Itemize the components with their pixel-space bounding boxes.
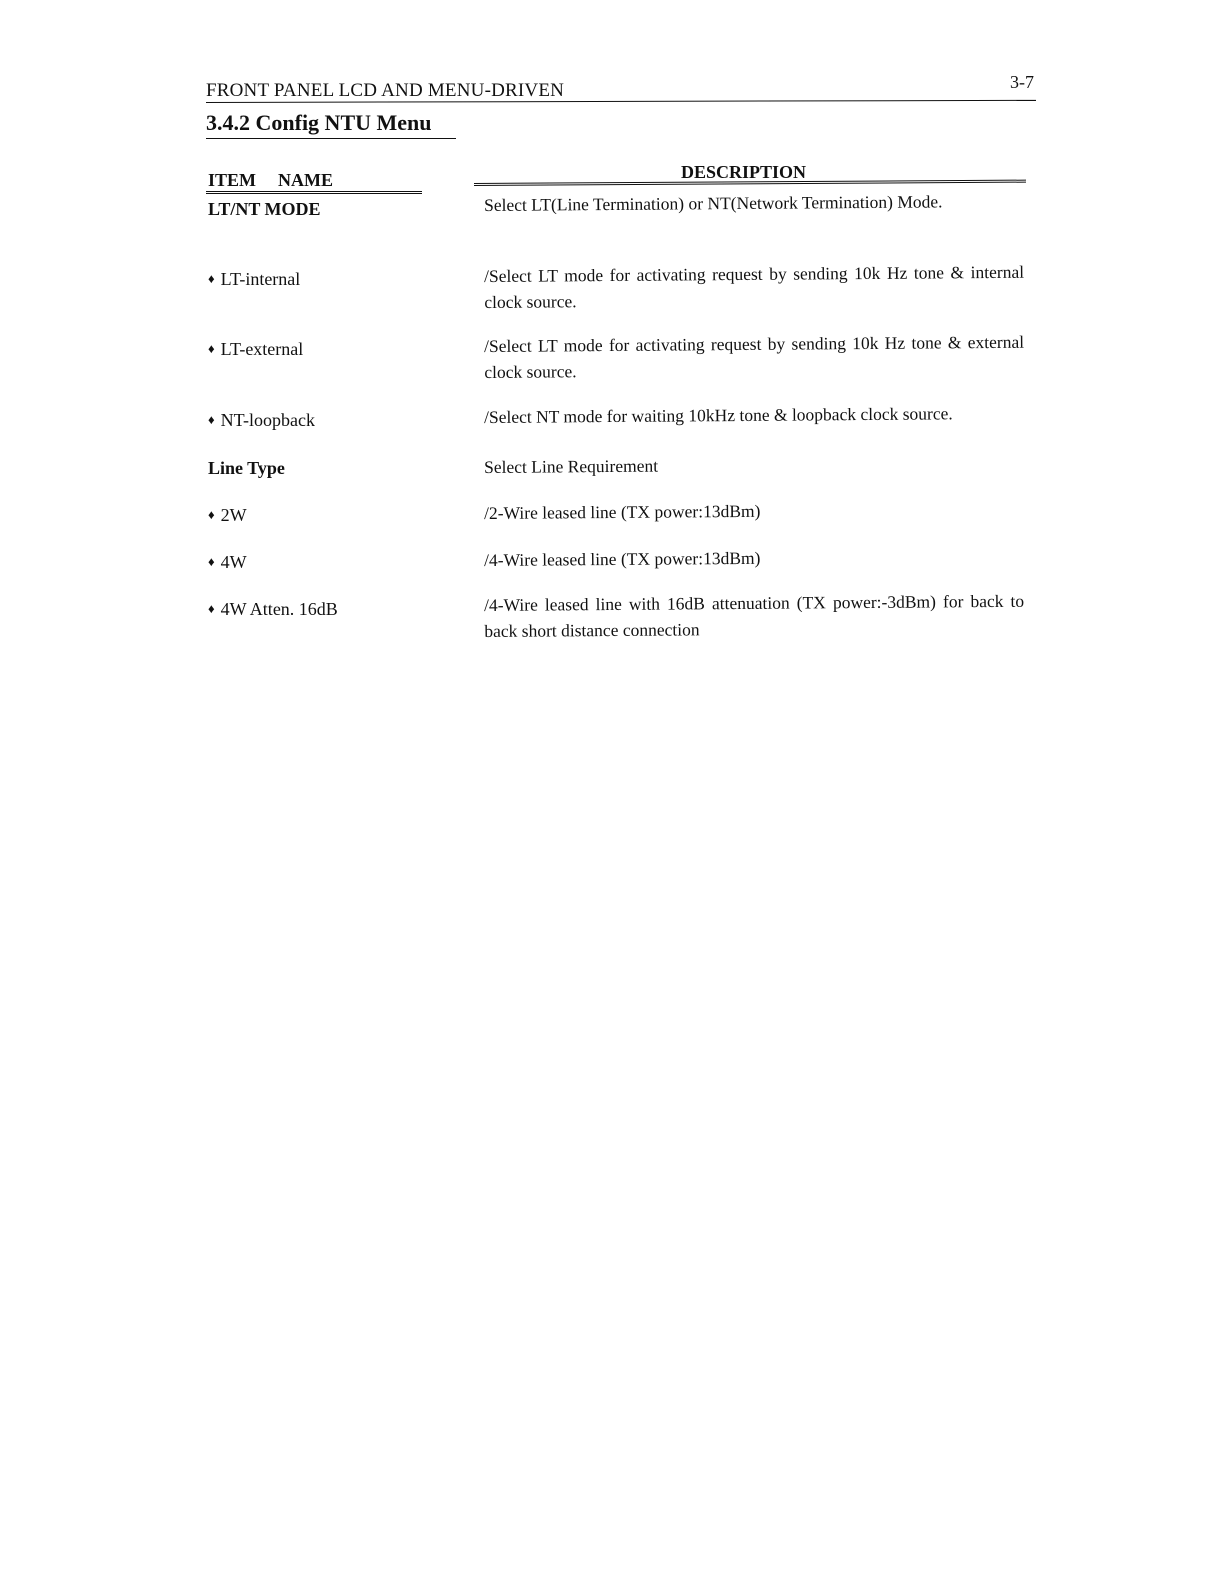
diamond-bullet-icon: ♦: [208, 271, 215, 286]
item-name-label: NT-loopback: [220, 410, 315, 430]
column-header-item-label: ITEM: [208, 170, 257, 190]
item-name-label: 4W Atten. 16dB: [220, 599, 338, 619]
item-description: /Select LT mode for activating request by sending 10k Hz tone & internal clock source.: [484, 261, 1025, 312]
diamond-bullet-icon: ♦: [208, 412, 215, 427]
item-description: /4-Wire leased line (TX power:13dBm): [484, 547, 761, 570]
item-name-label: LT-external: [220, 339, 304, 359]
item-description: Select LT(Line Termination) or NT(Network Termination) Mode.: [484, 191, 943, 215]
item-name: Line Type: [208, 458, 285, 478]
item-name: [208, 599, 338, 620]
column-header-item: [208, 170, 333, 191]
item-name-label: LT-internal: [220, 269, 301, 289]
item-description: /Select NT mode for waiting 10kHz tone & loopback clock source.: [484, 403, 953, 427]
item-description: Select Line Requirement: [484, 455, 659, 477]
section-title: 3.4.2 Config NTU Menu: [206, 110, 432, 135]
diamond-bullet-icon: ♦: [208, 601, 215, 616]
page-number: 3-7: [1010, 72, 1034, 92]
item-name: [208, 552, 247, 573]
item-description: /2-Wire leased line (TX power:13dBm): [484, 500, 761, 523]
item-name: [208, 339, 303, 360]
item-name: LT/NT MODE: [208, 199, 321, 219]
column-header-description: DESCRIPTION: [681, 162, 807, 182]
item-description: /Select LT mode for activating request by sending 10k Hz tone & external clock source.: [484, 331, 1025, 382]
header-title: FRONT PANEL LCD AND MENU-DRIVEN: [206, 80, 565, 101]
column-header-item-rule: [206, 191, 422, 196]
diamond-bullet-icon: ♦: [208, 507, 215, 522]
item-name: [208, 505, 247, 526]
column-header-name-label: NAME: [278, 170, 334, 190]
column-header-description-rule: [474, 180, 1026, 188]
item-name-label: 4W: [220, 552, 247, 572]
diamond-bullet-icon: ♦: [208, 341, 215, 356]
item-name: [208, 269, 300, 290]
section-title-rule: [206, 138, 456, 139]
item-name-label: 2W: [220, 505, 247, 525]
item-name: [208, 410, 315, 431]
item-description: /4-Wire leased line with 16dB attenuation (TX power:-3dBm) for back to back short distance connection: [484, 590, 1025, 641]
diamond-bullet-icon: ♦: [208, 554, 215, 569]
